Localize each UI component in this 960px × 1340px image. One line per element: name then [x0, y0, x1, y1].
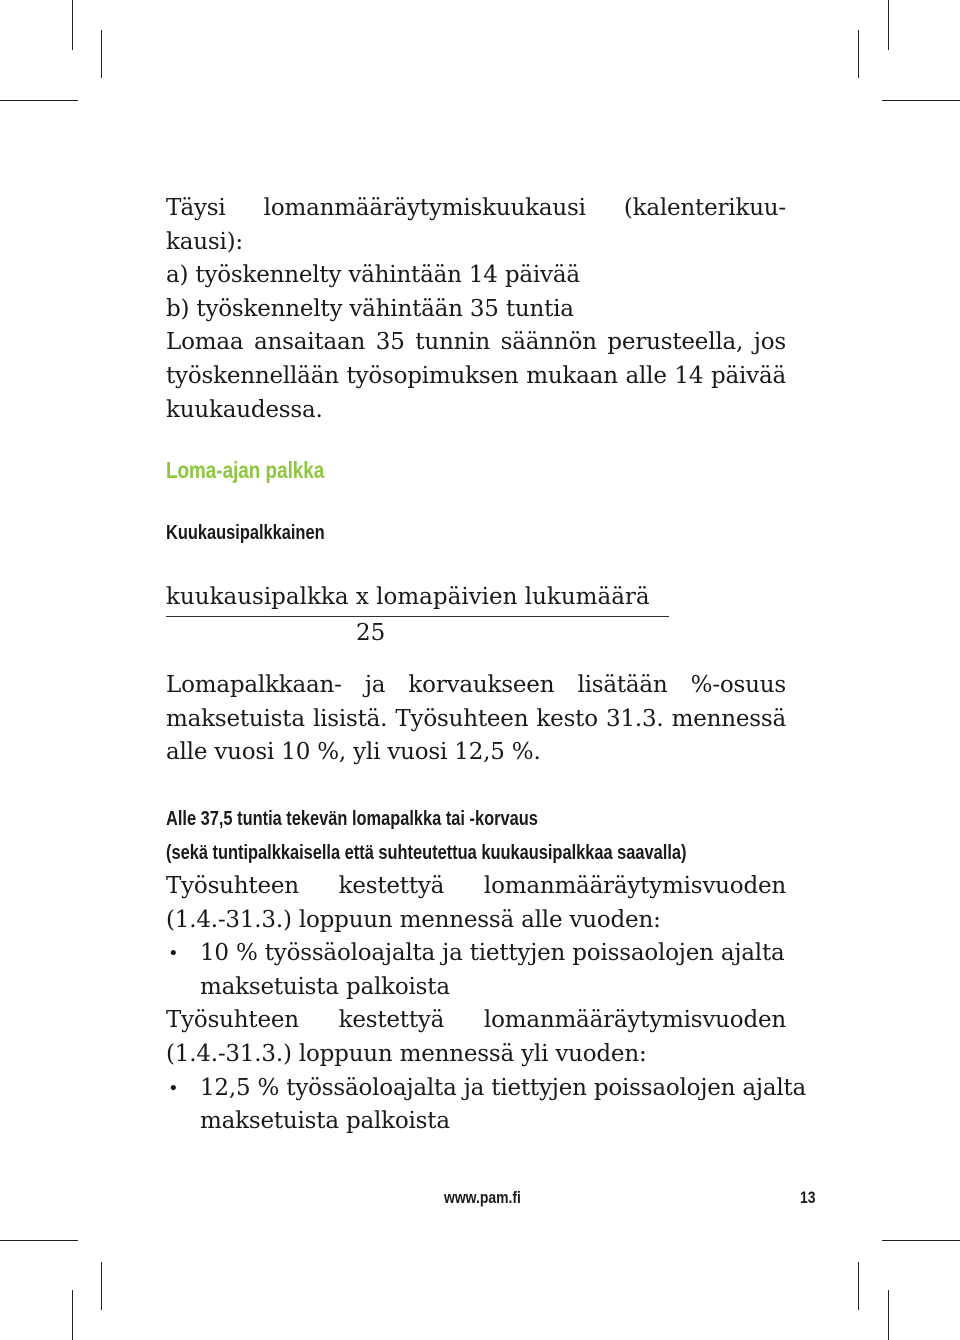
supplement-paragraph — [166, 669, 786, 770]
formula-numerator: kuukausipalkka x lomapäivien lukumäärä — [166, 584, 650, 611]
list-item-b: b) työskennelty vähintään 35 tuntia — [166, 295, 574, 322]
bullet-icon: • — [168, 1077, 179, 1099]
text-line: Työsuhteen kestettyä lomanmääräytymisvuoden — [166, 872, 786, 899]
page-number: 13 — [800, 1188, 816, 1207]
crop-mark — [72, 0, 73, 50]
section-heading: Loma-ajan palkka — [166, 457, 325, 484]
crop-mark — [0, 100, 78, 101]
text-line: alle vuosi 10 %, yli vuosi 12,5 %. — [166, 739, 541, 766]
crop-mark — [882, 100, 960, 101]
footer-url-link[interactable]: www.pam.fi — [444, 1188, 521, 1207]
salary-formula — [166, 581, 786, 649]
crop-mark — [858, 30, 859, 78]
crop-mark — [101, 1262, 102, 1310]
section2-heading-line2: (sekä tuntipalkkaisella että suhteutettua kuukausipalkkaa saavalla) — [166, 841, 687, 864]
crop-mark — [858, 1262, 859, 1310]
section-subheading: Kuukausipalkkainen — [166, 522, 325, 545]
list-item-a: a) työskennelty vähintään 14 päivää — [166, 262, 580, 289]
crop-mark — [72, 1290, 73, 1340]
list-item — [166, 937, 786, 1004]
text-line: Lomaa ansaitaan 35 tunnin säännön perusteella, jos — [166, 329, 786, 356]
text-line: työskennellään työsopimuksen mukaan alle 14 päivää — [166, 362, 786, 389]
formula-denominator: 25 — [356, 620, 386, 647]
text-line: (1.4.-31.3.) loppuun mennessä yli vuoden: — [166, 1040, 647, 1067]
crop-mark — [882, 1240, 960, 1241]
crop-mark — [888, 1290, 889, 1340]
over-one-year-block — [166, 1004, 807, 1138]
page-content — [166, 192, 807, 1139]
bullet-text: 12,5 % työssäoloajalta ja tiettyjen poissaolojen ajalta — [200, 1074, 807, 1101]
text-line: maksetuista lisistä. Työsuhteen kesto 31.3. mennessä — [166, 705, 786, 732]
crop-mark — [101, 30, 102, 78]
section2-heading-line1: Alle 37,5 tuntia tekevän lomapalkka tai -korvaus — [166, 807, 538, 830]
bullet-text: maksetuista palkoista — [200, 973, 450, 1000]
text-line: Lomapalkkaan- ja korvaukseen lisätään %-osuus — [166, 672, 786, 699]
text-line: kausi): — [166, 228, 243, 255]
bullet-text: 10 % työssäoloajalta ja tiettyjen poissaolojen ajalta — [200, 940, 785, 967]
intro-paragraph — [166, 192, 786, 427]
crop-mark — [0, 1240, 78, 1241]
text-line: Työsuhteen kestettyä lomanmääräytymisvuoden — [166, 1007, 786, 1034]
list-item — [166, 1072, 807, 1139]
crop-mark — [888, 0, 889, 50]
bullet-text: maksetuista palkoista — [200, 1108, 450, 1135]
text-line: kuukaudessa. — [166, 396, 323, 423]
under-one-year-block — [166, 870, 786, 1004]
bullet-icon: • — [168, 943, 179, 965]
text-line: Täysi lomanmääräytymiskuukausi (kalenterikuu- — [166, 195, 786, 221]
text-line: (1.4.-31.3.) loppuun mennessä alle vuoden: — [166, 906, 661, 933]
